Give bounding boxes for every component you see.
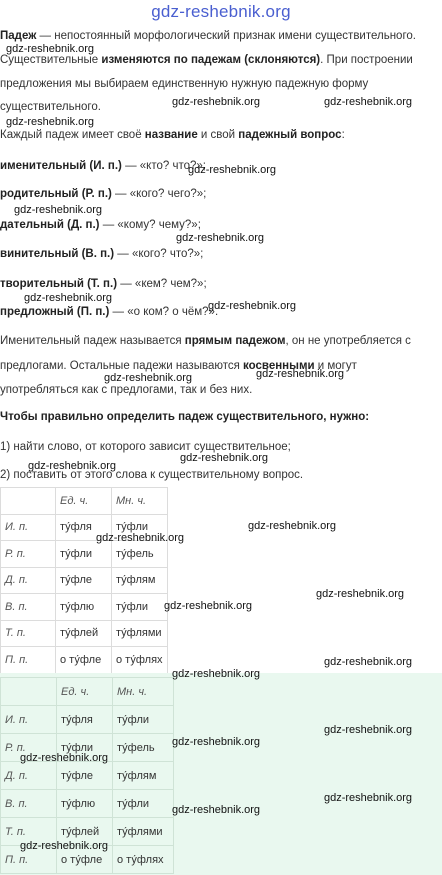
header-cell: Ед. ч. [56,488,112,515]
case-line-dative: дательный (Д. п.) — «кому? чему?»; [0,219,201,231]
table-cell: ту́фли [57,734,113,762]
table-header-row [1,678,174,706]
watermark: gdz-reshebnik.org [188,164,277,176]
table-cell: ту́флям [112,567,168,594]
case-line-nominative: именительный (И. п.) — «кто? что?»; [0,160,206,172]
watermark: gdz-reshebnik.org [172,736,261,748]
table-cell: ту́фель [112,541,168,568]
watermark: gdz-reshebnik.org [324,96,413,108]
case-label: В. п. [1,594,56,621]
table-header-row [1,488,168,515]
table-cell: ту́флей [57,818,113,846]
paragraph-line: Именительный падеж называется прямым падежом, он не употребляется с [0,335,411,347]
table-row [1,567,168,594]
watermark: gdz-reshebnik.org [20,840,109,852]
case-label: П. п. [1,846,57,874]
table-cell: ту́фле [57,762,113,790]
watermark: gdz-reshebnik.org [28,460,117,472]
table-cell: ту́фли [112,594,168,621]
table-cell: ту́флю [57,790,113,818]
header-cell: Ед. ч. [57,678,113,706]
case-label: Р. п. [1,734,57,762]
watermark: gdz-reshebnik.org [208,300,297,312]
case-label: И. п. [1,706,57,734]
term-bold: Падеж [0,30,37,42]
step-1: 1) найти слово, от которого зависит существительное; [0,441,291,453]
table-row [1,620,168,647]
table-cell: ту́фель [113,734,174,762]
case-line-accusative: винительный (В. п.) — «кого? что?»; [0,248,204,260]
table-row [1,541,168,568]
case-label: Р. п. [1,541,56,568]
table-cell: ту́фля [56,514,112,541]
table-cell: о ту́флях [113,846,174,874]
table-row [1,706,174,734]
table-row [1,762,174,790]
table-row [1,734,174,762]
watermark: gdz-reshebnik.org [172,96,261,108]
watermark: gdz-reshebnik.org [324,724,413,736]
watermark: gdz-reshebnik.org [20,752,109,764]
watermark: gdz-reshebnik.org [256,368,345,380]
header-cell [1,488,56,515]
declension-table [0,487,168,674]
table-cell: о ту́флях [112,647,168,674]
watermark: gdz-reshebnik.org [316,588,405,600]
watermark: gdz-reshebnik.org [164,600,253,612]
watermark: gdz-reshebnik.org [324,656,413,668]
watermark: gdz-reshebnik.org [104,372,193,384]
table-cell: о ту́фле [57,846,113,874]
watermark: gdz-reshebnik.org [172,668,261,680]
paragraph-line: употребляться как с предлогами, так и без них. [0,384,253,396]
table-row [1,594,168,621]
table-row [1,514,168,541]
header-cell [1,678,57,706]
case-label: Т. п. [1,620,56,647]
table-cell: ту́флями [112,620,168,647]
table-cell: ту́флями [113,818,174,846]
table-cell: о ту́фле [56,647,112,674]
case-label: Д. п. [1,762,57,790]
watermark: gdz-reshebnik.org [248,520,337,532]
site-title[interactable]: gdz-reshebnik.org [151,2,291,21]
case-label: Д. п. [1,567,56,594]
table-cell: ту́фли [113,790,174,818]
case-label: Т. п. [1,818,57,846]
instruction-heading: Чтобы правильно определить падеж существительного, нужно: [0,411,370,423]
case-label: П. п. [1,647,56,674]
header-cell: Мн. ч. [113,678,174,706]
watermark: gdz-reshebnik.org [6,116,95,128]
table-cell: ту́флям [113,762,174,790]
watermark: gdz-reshebnik.org [180,452,269,464]
table-row [1,818,174,846]
table-cell: ту́флю [56,594,112,621]
paragraph-line: предлогами. Остальные падежи называются косвенными и могут [0,360,357,372]
paragraph-line: Каждый падеж имеет своё название и свой падежный вопрос: [0,129,345,141]
table-cell: ту́флей [56,620,112,647]
watermark: gdz-reshebnik.org [172,804,261,816]
watermark: gdz-reshebnik.org [6,43,95,55]
watermark: gdz-reshebnik.org [176,232,265,244]
header-cell: Мн. ч. [112,488,168,515]
table-row [1,790,174,818]
watermark: gdz-reshebnik.org [14,204,103,216]
case-line-prepositional: предложный (П. п.) — «о ком? о чём?». [0,306,219,318]
declension-table-highlighted [0,677,174,874]
table-cell: ту́фле [56,567,112,594]
definition-line: Падеж — непостоянный морфологический признак имени существительного. [0,30,416,42]
watermark: gdz-reshebnik.org [96,532,185,544]
case-line-instrumental: творительный (Т. п.) — «кем? чем?»; [0,278,207,290]
table-cell: ту́фли [56,541,112,568]
table-cell: ту́фля [57,706,113,734]
table-row [1,647,168,674]
case-label: И. п. [1,514,56,541]
table-row [1,846,174,874]
watermark: gdz-reshebnik.org [324,792,413,804]
step-2: 2) поставить от этого слова к существительному вопрос. [0,469,304,481]
case-line-genitive: родительный (Р. п.) — «кого? чего?»; [0,188,207,200]
case-label: В. п. [1,790,57,818]
paragraph-line: Существительные изменяются по падежам (склоняются). При построении [0,54,413,66]
paragraph-line: существительного. [0,101,101,113]
table-cell: ту́фли [112,514,168,541]
paragraph-line: предложения мы выбираем единственную нужную падежную форму [0,78,369,90]
watermark: gdz-reshebnik.org [24,292,113,304]
table-cell: ту́фли [113,706,174,734]
